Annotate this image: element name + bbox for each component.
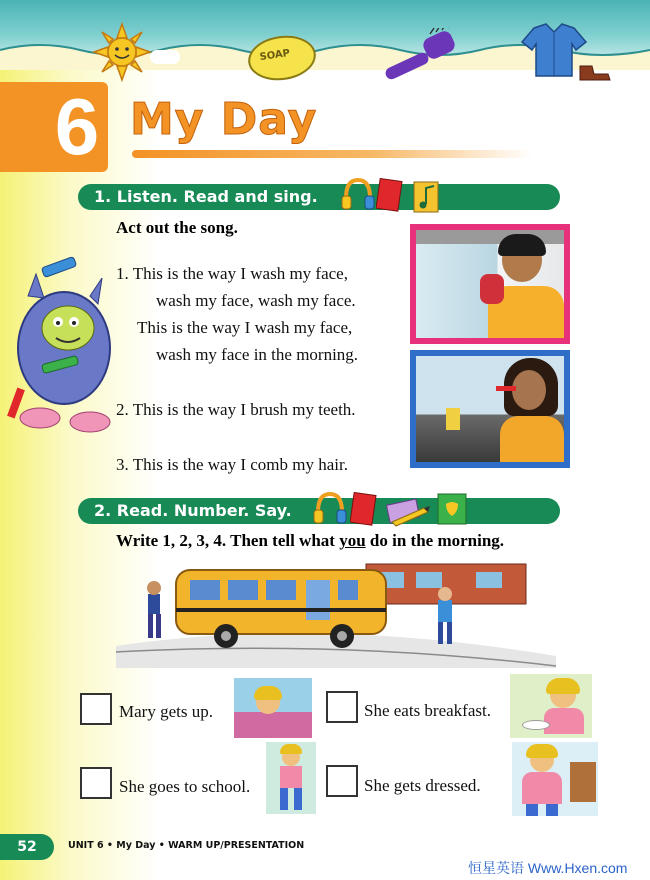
section1-heading-bar <box>78 184 560 210</box>
soap-label: SOAP <box>258 47 291 64</box>
item-label: She eats breakfast. <box>364 701 491 720</box>
section2-instruction-end: do in the morning. <box>365 531 505 550</box>
item-label: Mary gets up. <box>119 702 213 721</box>
thumb-girl-getting-dressed <box>512 742 598 816</box>
song-line: This is the way I wash my face, <box>137 318 353 337</box>
speech-icon <box>436 492 470 528</box>
thumb-girl-walking-to-school <box>266 742 316 814</box>
number-box-she-gets-dressed[interactable] <box>326 765 358 797</box>
page-number-text: 52 <box>17 839 37 855</box>
number-box-she-eats-breakfast[interactable] <box>326 691 358 723</box>
thumb-girl-waking-up <box>234 678 312 738</box>
item-label: She gets dressed. <box>364 776 481 795</box>
pencil-icon <box>384 494 432 528</box>
number-box-she-goes-to-school[interactable] <box>80 767 112 799</box>
photo-girl-brushing-teeth <box>410 350 570 468</box>
section1-instruction: Act out the song. <box>116 218 238 237</box>
unit-number: 6 <box>54 82 100 171</box>
monster-illustration <box>6 256 124 436</box>
section2-instruction-emphasis: you <box>339 531 366 550</box>
thumb-girl-eating-breakfast <box>510 674 592 738</box>
book-icon <box>376 178 404 214</box>
section2-instruction-start: Write 1, 2, 3, 4. Then tell what <box>116 531 340 550</box>
school-bus-scene <box>116 556 556 668</box>
sun-icon <box>92 22 152 82</box>
book-icon <box>350 492 378 528</box>
section2-instruction <box>116 531 504 551</box>
watermark: 恒星英语 Www.Hxen.com <box>468 860 628 876</box>
footer-unit-line: UNIT 6 • My Day • WARM UP/PRESENTATION <box>68 840 305 851</box>
shoes-icon <box>578 56 614 82</box>
page-title: My Day <box>130 94 318 145</box>
song-line: 3. This is the way I comb my hair. <box>116 455 348 474</box>
headphones-icon <box>312 490 348 528</box>
song-line: 1. This is the way I wash my face, <box>116 264 348 283</box>
photo-boy-washing-face <box>410 224 570 344</box>
cloud-icon <box>150 50 180 64</box>
page-number <box>0 834 54 860</box>
song-line: wash my face in the morning. <box>156 345 359 364</box>
song-line: wash my face, wash my face. <box>156 291 356 310</box>
number-box-mary-gets-up[interactable] <box>80 693 112 725</box>
title-underline <box>132 150 532 158</box>
music-note-icon <box>412 178 446 216</box>
headphones-icon <box>340 176 376 214</box>
song-line: 2. This is the way I brush my teeth. <box>116 400 356 419</box>
section2-heading: 2. Read. Number. Say. <box>94 501 292 520</box>
item-label: She goes to school. <box>119 777 251 796</box>
hairbrush-icon <box>382 28 462 80</box>
section1-heading: 1. Listen. Read and sing. <box>94 187 318 206</box>
